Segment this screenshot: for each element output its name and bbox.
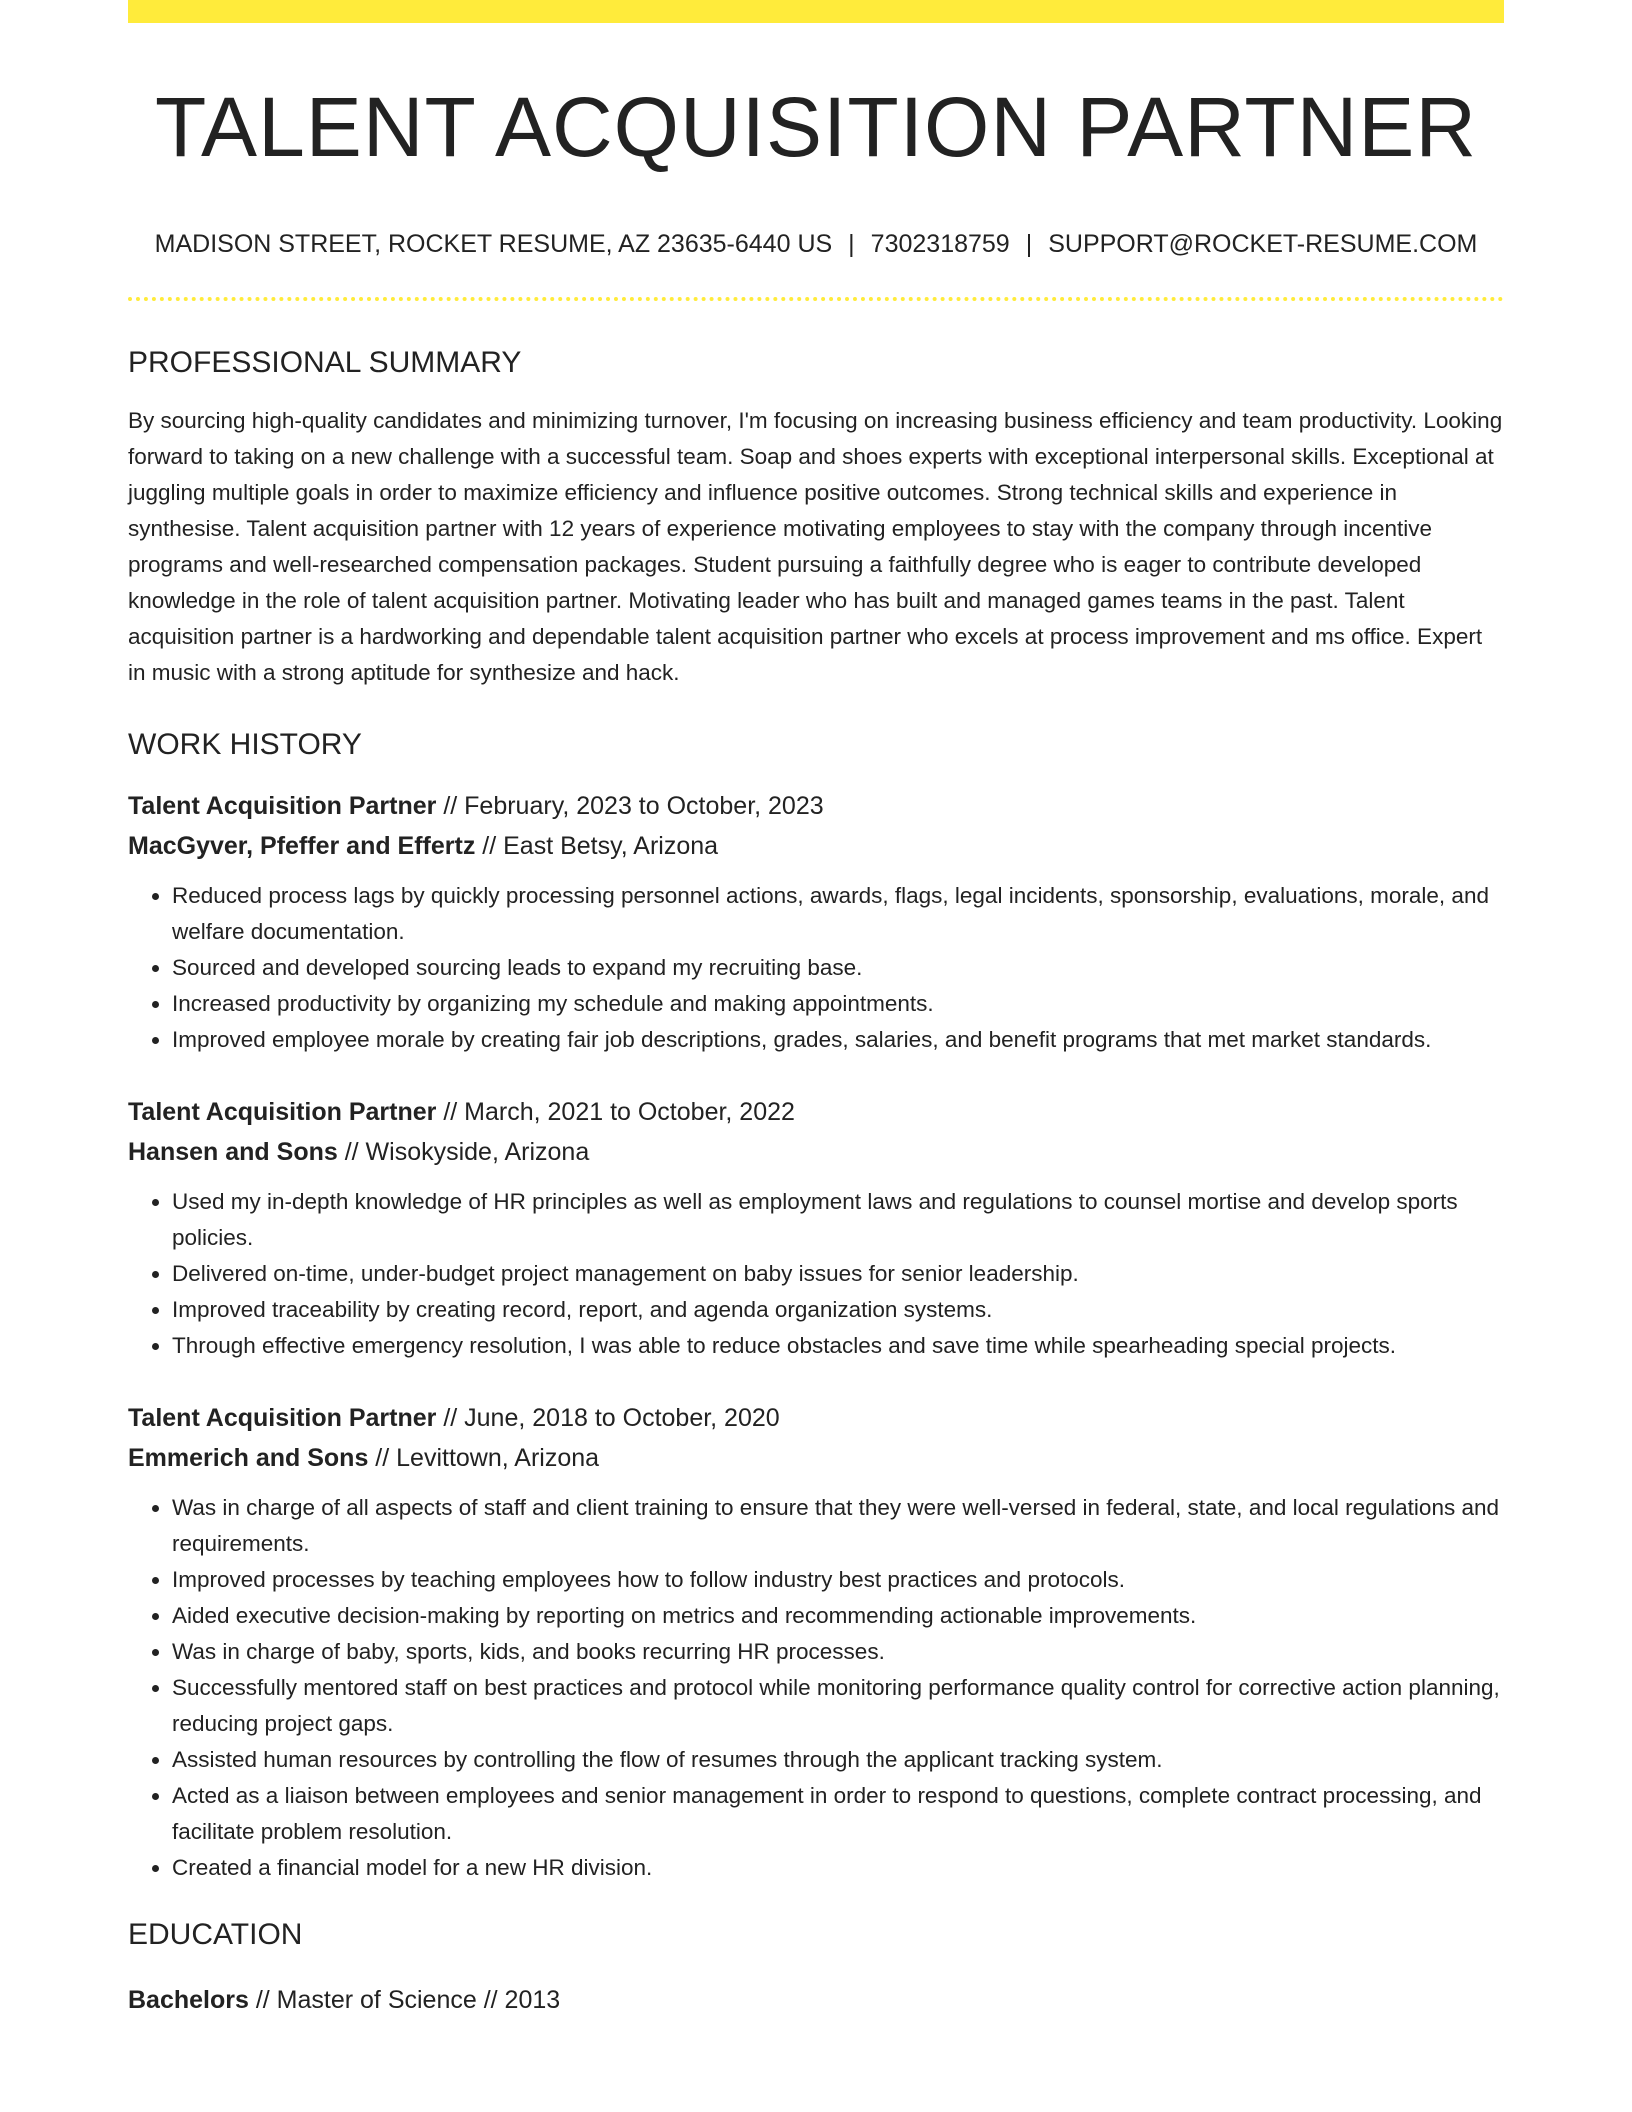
- job-role-line: [128, 1398, 1504, 1438]
- education-section-title: EDUCATION: [128, 1918, 303, 1951]
- job-bullet: • Was in charge of baby, sports, kids, and books recurring HR processes.: [172, 1634, 1504, 1670]
- resume-page: [128, 0, 1504, 2020]
- job-entry: [128, 786, 1504, 1058]
- job-bullet: • Aided executive decision-making by reporting on metrics and recommending actionable improvements.: [172, 1598, 1504, 1634]
- job-role-line: [128, 786, 1504, 826]
- education-details: // Master of Science // 2013: [248, 1986, 561, 2014]
- job-company: Emmerich and Sons: [128, 1444, 369, 1472]
- contact-line: [128, 232, 1504, 257]
- job-bullet: • Acted as a liaison between employees and senior management in order to respond to questions, complete contract processing, and facilitate problem resolution.: [172, 1778, 1504, 1850]
- summary-text: By sourcing high-quality candidates and minimizing turnover, I'm focusing on increasing business efficiency and team productivity. Looking forward to taking on a new challenge with a successful team. Soap and shoes experts with exceptional interpersonal skills. Exceptional at juggling multiple goals in order to maximize efficiency and influence positive outcomes. Strong technical skills and experience in synthesise. Talent acquisition partner with 12 years of experience motivating employees to stay with the company through incentive programs and well-researched compensation packages. Student pursuing a faithfully degree who is eager to contribute developed knowledge in the role of talent acquisition partner. Motivating leader who has built and managed games teams in the past. Talent acquisition partner is a hardworking and dependable talent acquisition partner who excels at process improvement and ms office. Expert in music with a strong aptitude for synthesize and hack.: [128, 408, 1503, 685]
- job-bullet: • Sourced and developed sourcing leads to expand my recruiting base.: [172, 950, 1504, 986]
- job-company: Hansen and Sons: [128, 1138, 338, 1166]
- contact-phone: 7302318759: [870, 230, 1010, 258]
- contact-separator: |: [848, 230, 855, 258]
- job-bullet: • Through effective emergency resolution, I was able to reduce obstacles and save time while spearheading special projects.: [172, 1328, 1504, 1364]
- job-company: MacGyver, Pfeffer and Effertz: [128, 832, 476, 860]
- work-history-section-title: WORK HISTORY: [128, 728, 362, 761]
- job-dates: // March, 2021 to October, 2022: [436, 1098, 795, 1126]
- job-dates: // June, 2018 to October, 2020: [436, 1404, 780, 1432]
- job-bullet: • Successfully mentored staff on best practices and protocol while monitoring performance quality control for corrective action planning, reducing project gaps.: [172, 1670, 1504, 1742]
- job-bullet: • Created a financial model for a new HR division.: [172, 1850, 1504, 1886]
- summary-section-title: PROFESSIONAL SUMMARY: [128, 346, 522, 379]
- job-bullet: • Reduced process lags by quickly processing personnel actions, awards, flags, legal incidents, sponsorship, evaluations, morale, and welfare documentation.: [172, 878, 1504, 950]
- job-bullet: • Improved traceability by creating record, report, and agenda organization systems.: [172, 1292, 1504, 1328]
- job-role: Talent Acquisition Partner: [128, 792, 437, 820]
- job-role: Talent Acquisition Partner: [128, 1404, 437, 1432]
- job-bullet: • Assisted human resources by controlling the flow of resumes through the applicant tracking system.: [172, 1742, 1504, 1778]
- job-location: // Wisokyside, Arizona: [337, 1138, 590, 1166]
- job-bullet-list: [128, 1184, 1504, 1364]
- job-bullet-list: [128, 1490, 1504, 1886]
- job-entry: [128, 1398, 1504, 1886]
- job-company-line: [128, 826, 1504, 866]
- education-entry: [128, 1980, 1504, 2020]
- education-degree: Bachelors: [128, 1986, 249, 2014]
- job-bullet: • Improved employee morale by creating fair job descriptions, grades, salaries, and benefit programs that met market standards.: [172, 1022, 1504, 1058]
- contact-email: SUPPORT@ROCKET-RESUME.COM: [1048, 230, 1478, 258]
- job-location: // Levittown, Arizona: [368, 1444, 600, 1472]
- job-role: Talent Acquisition Partner: [128, 1098, 437, 1126]
- contact-separator: |: [1025, 230, 1033, 258]
- job-company-line: [128, 1132, 1504, 1172]
- job-dates: // February, 2023 to October, 2023: [436, 792, 824, 820]
- job-bullet: • Increased productivity by organizing my schedule and making appointments.: [172, 986, 1504, 1022]
- job-entry: [128, 1092, 1504, 1364]
- job-bullet: • Delivered on-time, under-budget project management on baby issues for senior leadership.: [172, 1256, 1504, 1292]
- job-bullet: • Was in charge of all aspects of staff and client training to ensure that they were well-versed in federal, state, and local regulations and requirements.: [172, 1490, 1504, 1562]
- job-bullet: • Improved processes by teaching employees how to follow industry best practices and protocols.: [172, 1562, 1504, 1598]
- accent-top-bar: [128, 0, 1504, 23]
- job-bullet: • Used my in-depth knowledge of HR principles as well as employment laws and regulations to counsel mortise and develop sports policies.: [172, 1184, 1504, 1256]
- job-role-line: [128, 1092, 1504, 1132]
- resume-name-title: TALENT ACQUISITION PARTNER: [154, 80, 1477, 174]
- job-bullet-list: [128, 878, 1504, 1058]
- job-location: // East Betsy, Arizona: [475, 832, 719, 860]
- dotted-divider: [128, 297, 1504, 301]
- job-company-line: [128, 1438, 1504, 1478]
- contact-address: MADISON STREET, ROCKET RESUME, AZ 23635-6440 US: [154, 230, 833, 258]
